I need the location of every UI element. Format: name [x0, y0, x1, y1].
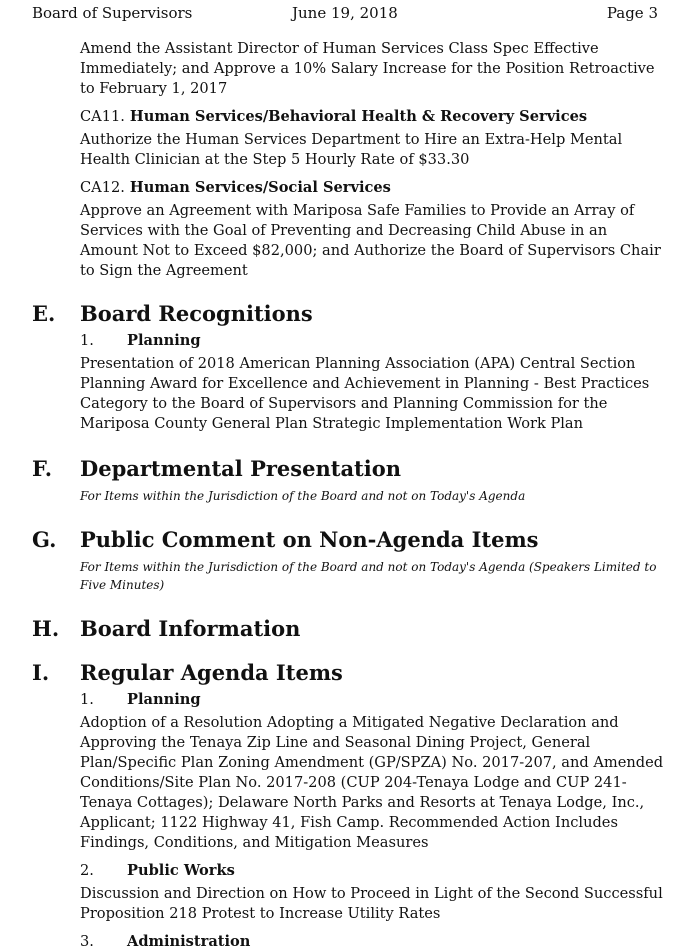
section-i-item-1-heading [80, 690, 665, 710]
item-title: Planning [127, 691, 201, 708]
section-e-heading [0, 299, 680, 329]
item-number: 3. [80, 933, 94, 950]
item-title: Human Services/Social Services [129, 179, 391, 196]
header-date: June 19, 2018 [292, 4, 398, 22]
section-i-item-2-text: Discussion and Direction on How to Proceed in Light of the Second Successful Proposition 218 Protest to Increase Utility Rates [80, 885, 663, 922]
section-e-item-1-text: Presentation of 2018 American Planning Association (APA) Central Section Planning Award for Excellence and Achievement in Planning - Best Practices Category to the Board of Supervisors and Planning Commission for the Mariposa County General Plan Strategic Implementation Work Plan [80, 355, 650, 432]
item-number: 2. [80, 862, 94, 879]
section-title: Board Recognitions [80, 301, 313, 326]
section-f-note: For Items within the Jurisdiction of the Board and not on Today's Agenda [80, 489, 526, 503]
item-title: Public Works [127, 862, 235, 879]
item-number: CA11. [80, 108, 125, 125]
consent-item-ca11-text: Authorize the Human Services Department to Hire an Extra-Help Mental Health Clinician at the Step 5 Hourly Rate of $33.30 [80, 131, 623, 168]
item-number: CA12. [80, 179, 125, 196]
section-letter: E. [32, 301, 56, 326]
consent-item-ca11-heading [80, 107, 665, 127]
page-header [0, 4, 680, 24]
section-title: Regular Agenda Items [80, 660, 343, 685]
header-page-number: Page 3 [606, 4, 658, 22]
section-i-item-1-text: Adoption of a Resolution Adopting a Mitigated Negative Declaration and Approving the Tenaya Zip Line and Seasonal Dining Project, General Plan/Specific Plan Zoning Amendment (GP/SPZA) No. 2017-207, and Amended Conditions/Site Plan No. 2017-208 (CUP 204-Tenaya Lodge and CUP 241-Tenaya Cottages); Delaware North Parks and Resorts at Tenaya Lodge, Inc., Applicant; 1122 Highway 41, Fish Camp. Recommended Action Includes Findings, Conditions, and Mitigation Measures [80, 714, 664, 851]
section-h-heading [0, 614, 680, 644]
section-i-item-2-heading [80, 861, 665, 881]
intro-text: Amend the Assistant Director of Human Services Class Spec Effective Immediately; and Approve a 10% Salary Increase for the Position Retroactive to February 1, 2017 [80, 40, 655, 97]
agenda-content [0, 39, 680, 952]
header-board-name: Board of Supervisors [32, 4, 193, 22]
section-g-note: For Items within the Jurisdiction of the Board and not on Today's Agenda (Speakers Limited to Five Minutes) [80, 560, 657, 592]
section-letter: F. [32, 456, 53, 481]
item-number: 1. [80, 332, 94, 349]
section-g-heading [0, 525, 680, 555]
item-title: Human Services/Behavioral Health & Recovery Services [129, 108, 588, 125]
section-title: Public Comment on Non-Agenda Items [80, 527, 539, 552]
item-number: 1. [80, 691, 94, 708]
section-e-item-1-heading [80, 331, 665, 351]
section-i-heading [0, 658, 680, 688]
section-title: Departmental Presentation [80, 456, 401, 481]
consent-item-ca12-text: Approve an Agreement with Mariposa Safe Families to Provide an Array of Services with the Goal of Preventing and Decreasing Child Abuse in an Amount Not to Exceed $82,000; and Authorize the Board of Supervisors Chair to Sign the Agreement [80, 202, 661, 279]
item-title: Planning [127, 332, 201, 349]
section-f-heading [0, 454, 680, 484]
section-letter: H. [32, 616, 60, 641]
item-title: Administration [127, 933, 251, 950]
section-letter: G. [32, 527, 57, 552]
section-title: Board Information [80, 616, 301, 641]
section-i-item-3-heading [80, 932, 665, 952]
consent-item-ca12-heading [80, 178, 665, 198]
section-letter: I. [32, 660, 50, 685]
